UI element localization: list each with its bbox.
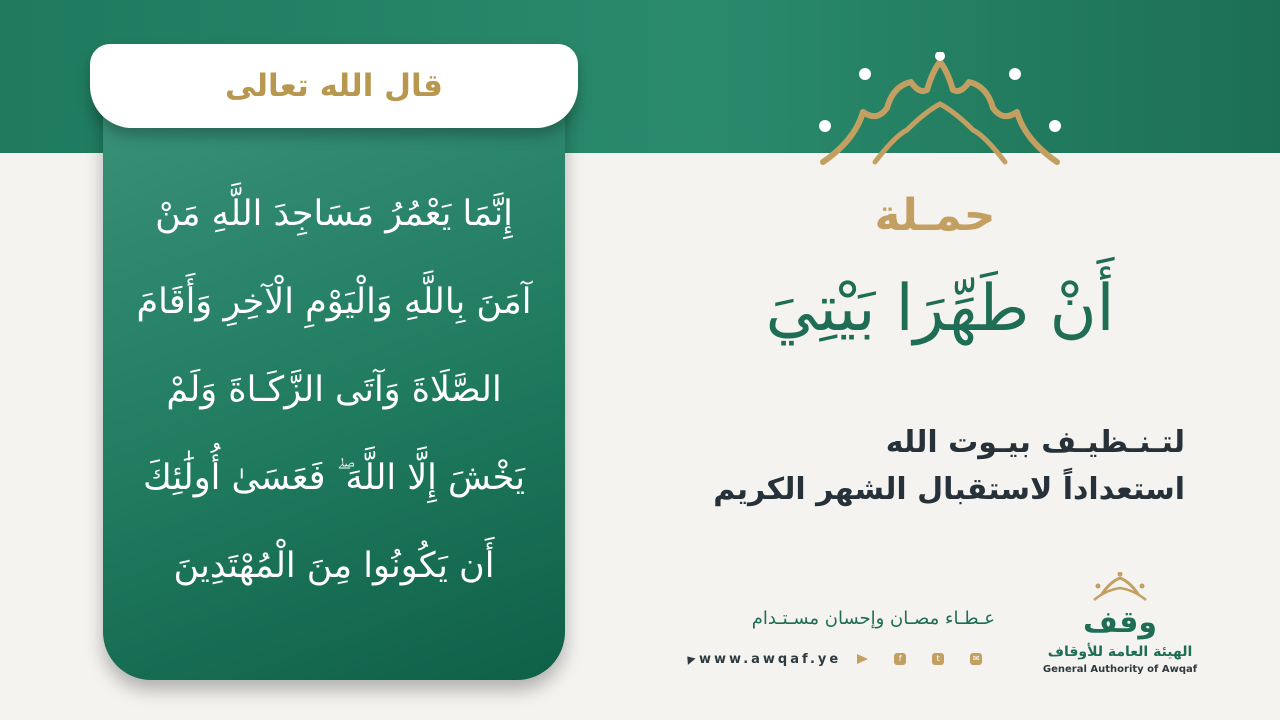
contact-row [686, 650, 1008, 668]
campaign-label: حمـلة [874, 190, 996, 241]
campaign-subtitle-line2: استعداداً لاستقبال الشهر الكريم [713, 472, 1185, 507]
pointer-icon [683, 653, 695, 665]
verse-line: إِنَّمَا يَعْمُرُ مَسَاجِدَ اللَّهِ مَنْ [155, 194, 513, 234]
slogan: عـطـاء مصـان وإحسان مسـتـدام [751, 608, 995, 629]
verse-line: آمَنَ بِاللَّهِ وَالْيَوْمِ الْآخِرِ وَأَقَامَ [136, 282, 532, 322]
verse-heading-tab [90, 44, 578, 128]
campaign-title: أَنْ طَهِّرَا بَيْتِيَ [765, 272, 1115, 346]
verse-line: أَن يَكُونُوا مِنَ الْمُهْتَدِينَ [173, 546, 495, 586]
logo-mark: وقف [1082, 605, 1158, 640]
email-icon[interactable]: ✉ [970, 653, 982, 665]
campaign-subtitle-line1: لتـنـظيـف بيـوت الله [885, 425, 1185, 460]
crown-ornament-icon [815, 52, 1065, 167]
logo-name-arabic: الهيئة العامة للأوقاف [1047, 644, 1193, 660]
logo-name-english: General Authority of Awqaf [1042, 664, 1198, 675]
logo-ornament-icon [1094, 572, 1146, 600]
verse-heading: قال الله تعالى [225, 68, 443, 104]
telegram-icon[interactable] [857, 654, 868, 664]
verse-line: يَخْشَ إِلَّا اللَّهَ ۖ فَعَسَىٰ أُولَٰئِكَ [143, 458, 525, 498]
verse-text [103, 170, 565, 610]
facebook-icon[interactable]: f [894, 653, 906, 665]
twitter-icon[interactable]: t [932, 653, 944, 665]
website-link[interactable]: www.awqaf.ye [699, 651, 842, 667]
verse-line: الصَّلَاةَ وَآتَى الزَّكَـاةَ وَلَمْ [166, 370, 502, 410]
